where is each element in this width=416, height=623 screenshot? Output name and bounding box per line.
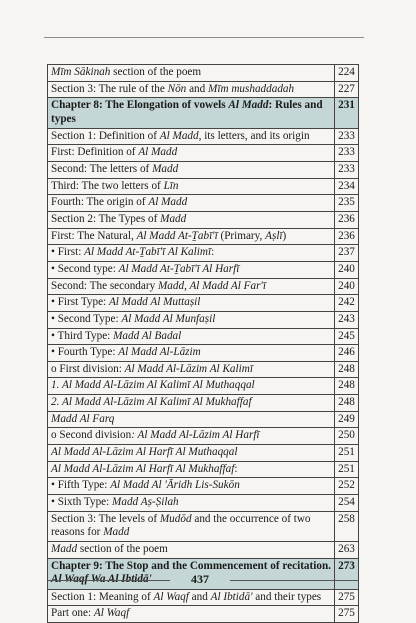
toc-entry-title (48, 511, 335, 541)
table-of-contents (47, 64, 359, 623)
toc-row (48, 606, 359, 623)
header-rule (44, 37, 364, 38)
toc-entry-segment: : (211, 246, 215, 259)
toc-entry-segment: Second: The letters of (51, 162, 153, 175)
toc-entry-page: 242 (335, 295, 359, 312)
toc-row (48, 511, 359, 541)
toc-entry-page: 248 (335, 395, 359, 412)
toc-entry-page: 233 (335, 145, 359, 162)
toc-entry-page: 248 (335, 378, 359, 395)
toc-entry-segment: Aṣlī (265, 229, 283, 242)
toc-entry-page: 231 (335, 98, 359, 128)
toc-entry-title (48, 178, 335, 195)
toc-entry-title (48, 145, 335, 162)
toc-entry-segment: • First Type: (51, 296, 109, 309)
toc-entry-segment: Chapter 8: The Elongation of vowels (51, 99, 229, 112)
toc-row (48, 461, 359, 478)
toc-row (48, 81, 359, 98)
toc-row (48, 311, 359, 328)
toc-row (48, 345, 359, 362)
toc-entry-title (48, 606, 335, 623)
toc-entry-segment: Al Madd (138, 146, 178, 159)
toc-row (48, 161, 359, 178)
toc-entry-segment: First: The Natural, (51, 229, 137, 242)
toc-entry-segment: Mīm mushaddadah (208, 82, 295, 95)
toc-entry-segment: section of the poem (110, 66, 202, 78)
toc-row (48, 495, 359, 512)
toc-entry-page: 254 (335, 495, 359, 512)
toc-entry-segment: Al Madd Al-Lāzim Al Harfī Al Muthaqqal (51, 446, 238, 459)
toc-entry-segment: Madd Al Badal (113, 329, 182, 342)
toc-entry-page: 240 (335, 278, 359, 295)
toc-entry-page: 227 (335, 81, 359, 98)
toc-entry-segment: 2. Al Madd Al-Lāzim Al Kalimī Al Mukhaffaf (51, 396, 252, 409)
toc-entry-title (48, 228, 335, 245)
toc-entry-title (48, 461, 335, 478)
toc-row (48, 328, 359, 345)
toc-entry-segment: Al Madd Al Muttaṣil (108, 296, 201, 309)
toc-entry-page: 237 (335, 245, 359, 262)
toc-entry-page: 250 (335, 428, 359, 445)
toc-entry-segment: Al Madd Al-Lāzim Al Harfī Al Mukhaffaf (51, 462, 235, 475)
toc-row (48, 178, 359, 195)
toc-entry-segment: Mudōd (159, 512, 192, 525)
toc-entry-segment: Madd (51, 543, 78, 556)
toc-row (48, 211, 359, 228)
toc-entry-page: 245 (335, 328, 359, 345)
toc-entry-segment: Mīm Sākinah (51, 66, 111, 78)
toc-entry-page: 236 (335, 211, 359, 228)
toc-entry-segment: and (188, 590, 211, 603)
toc-entry-page: 234 (335, 178, 359, 195)
toc-entry-segment: Al Madd (159, 129, 199, 142)
footer-rule-left (47, 580, 170, 581)
toc-entry-title (48, 81, 335, 98)
toc-entry-title (48, 211, 335, 228)
toc-entry-segment: Madd Aṣ-Ṣilah (112, 496, 179, 509)
toc-entry-segment: Madd Al Farq (51, 412, 115, 425)
toc-row (48, 428, 359, 445)
toc-entry-page: 275 (335, 589, 359, 606)
toc-entry-title (48, 495, 335, 512)
toc-entry-segment: Section 1: Meaning of (51, 590, 154, 603)
toc-entry-title (48, 295, 335, 312)
toc-entry-segment: Fourth: The origin of (51, 196, 149, 209)
footer-rule-right (230, 580, 359, 581)
toc-entry-segment: : (234, 462, 238, 475)
toc-entry-segment: Chapter 9: The Stop and the Commencement of recitation. (51, 559, 331, 572)
toc-entry-title (48, 378, 335, 395)
toc-entry-segment: , its letters, and its origin (198, 129, 310, 142)
toc-entry-page: 235 (335, 195, 359, 212)
toc-entry-segment: Al Ibtidā' (210, 590, 253, 603)
toc-entry-segment: • Sixth Type: (51, 496, 113, 509)
toc-entry-page: 233 (335, 161, 359, 178)
toc-entry-title (48, 311, 335, 328)
toc-row (48, 65, 359, 82)
toc-row (48, 478, 359, 495)
toc-entry-title (48, 261, 335, 278)
toc-entry-page: 249 (335, 411, 359, 428)
toc-entry-segment: First: Definition of (51, 146, 139, 159)
toc-entry-title (48, 328, 335, 345)
toc-row (48, 145, 359, 162)
toc-entry-title (48, 98, 335, 128)
toc-entry-title (48, 65, 335, 82)
toc-entry-page: 248 (335, 361, 359, 378)
toc-entry-title (48, 428, 335, 445)
page-number: 437 (191, 572, 209, 586)
toc-entry-page: 240 (335, 261, 359, 278)
toc-entry-title (48, 245, 335, 262)
toc-entry-segment: (Primary, (217, 229, 266, 242)
toc-entry-segment: Part one: (51, 607, 94, 620)
toc-entry-segment: o First division: (51, 362, 125, 375)
toc-entry-segment: Madd (103, 526, 130, 539)
toc-entry-segment: Al Madd At-Ṯabī'ī Al Kalimī (84, 246, 212, 259)
toc-entry-title (48, 542, 335, 559)
toc-entry-segment: Madd (152, 162, 179, 175)
toc-row (48, 278, 359, 295)
toc-row (48, 542, 359, 559)
toc-entry-page: 252 (335, 478, 359, 495)
toc-entry-segment: ) (282, 229, 287, 242)
toc-entry-segment: : Al Madd Al-Lāzim Al Harfī (131, 429, 260, 442)
toc-entry-segment: Al Madd (228, 99, 269, 112)
toc-row (48, 361, 359, 378)
toc-entry-page: 273 (335, 558, 359, 589)
toc-entry-segment: and the occurrence of two reasons for (51, 512, 311, 539)
toc-entry-page: 243 (335, 311, 359, 328)
toc-entry-segment: • Second Type: (51, 312, 122, 325)
toc-entry-segment: o Second division (51, 429, 132, 442)
toc-entry-title (48, 361, 335, 378)
toc-entry-segment: Al Madd Al-Lāzim (118, 346, 201, 359)
toc-entry-segment: section of the poem (77, 543, 168, 556)
toc-entry-title (48, 478, 335, 495)
toc-entry-title (48, 445, 335, 462)
toc-row (48, 295, 359, 312)
toc-entry-segment: Līn (163, 179, 179, 192)
toc-entry-page: 251 (335, 461, 359, 478)
toc-entry-segment: Third: The two letters of (51, 179, 164, 192)
toc-entry-segment: Al Madd Al-Lāzim Al Kalimī (124, 362, 253, 375)
toc-entry-segment: • Third Type: (51, 329, 114, 342)
toc-body (48, 65, 359, 623)
toc-entry-segment: Nōn (167, 82, 187, 95)
toc-entry-segment: Al Madd At-Ṯabī'ī (136, 229, 218, 242)
toc-entry-page: 224 (335, 65, 359, 82)
toc-entry-title (48, 128, 335, 145)
toc-entry-page: 263 (335, 542, 359, 559)
toc-row (48, 98, 359, 128)
toc-entry-segment: • First: (51, 246, 85, 259)
toc-entry-segment: Section 3: The levels of (51, 512, 160, 525)
toc-entry-page: 246 (335, 345, 359, 362)
toc-entry-segment: Madd (160, 212, 187, 225)
toc-entry-page: 275 (335, 606, 359, 623)
toc-row (48, 245, 359, 262)
toc-entry-segment: Al Waqf (153, 590, 189, 603)
toc-row (48, 195, 359, 212)
toc-row (48, 378, 359, 395)
toc-entry-title (48, 395, 335, 412)
toc-row (48, 395, 359, 412)
toc-entry-segment: Al Madd At-Ṯabī'ī Al Harfī (118, 262, 240, 275)
toc-entry-segment: Section 1: Definition of (51, 129, 160, 142)
toc-entry-segment: • Second type: (51, 262, 119, 275)
toc-entry-segment: 1. Al Madd Al-Lāzim Al Kalimī Al Muthaqqal (51, 379, 255, 392)
toc-entry-segment: Al Waqf (93, 607, 130, 620)
toc-entry-segment: • Fourth Type: (51, 346, 119, 359)
toc-entry-segment: Madd, Al Madd Al Far'ī (157, 279, 266, 292)
toc-entry-segment: Al Madd Al Munfaṣil (121, 312, 216, 325)
toc-entry-title (48, 278, 335, 295)
toc-row (48, 445, 359, 462)
toc-entry-segment: Second: The secondary (51, 279, 158, 292)
toc-entry-segment: : Rules and types (51, 99, 323, 125)
toc-entry-segment: and their types (252, 590, 322, 603)
toc-row (48, 261, 359, 278)
toc-row (48, 228, 359, 245)
toc-row (48, 589, 359, 606)
toc-entry-segment: Al Madd (148, 196, 188, 209)
toc-entry-segment: Section 3: The rule of the (51, 82, 168, 95)
toc-entry-page: 251 (335, 445, 359, 462)
toc-entry-segment: Al Madd Al 'Āridh Lis-Sukōn (110, 479, 240, 492)
toc-entry-page: 236 (335, 228, 359, 245)
toc-entry-title (48, 161, 335, 178)
toc-entry-segment: Section 2: The Types of (51, 212, 161, 225)
toc-entry-segment: • Fifth Type: (51, 479, 111, 492)
toc-entry-title (48, 345, 335, 362)
toc-entry-page: 233 (335, 128, 359, 145)
toc-entry-title (48, 195, 335, 212)
toc-entry-title (48, 589, 335, 606)
toc-entry-title (48, 411, 335, 428)
toc-entry-page: 258 (335, 511, 359, 541)
toc-row (48, 411, 359, 428)
toc-row (48, 128, 359, 145)
toc-entry-segment: and (186, 82, 209, 95)
